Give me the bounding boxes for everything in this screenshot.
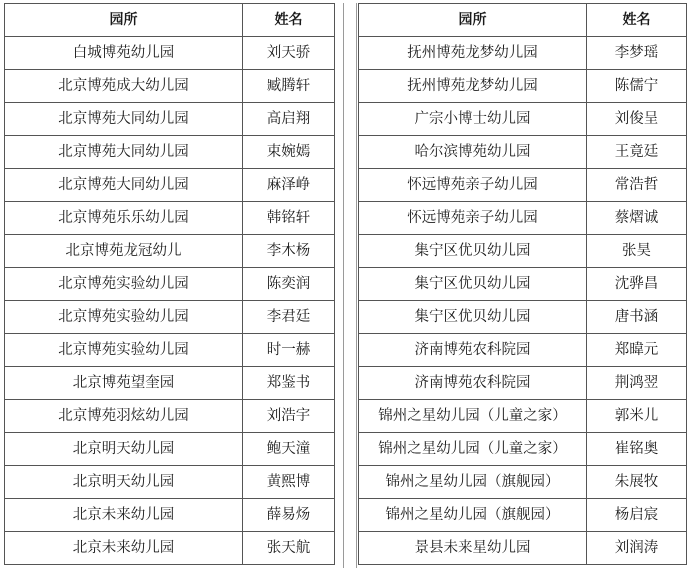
name-cell[interactable]: 李木杨	[243, 235, 335, 268]
name-cell[interactable]: 麻泽峥	[243, 169, 335, 202]
name-cell[interactable]: 郭米儿	[587, 400, 687, 433]
name-cell[interactable]: 蔡熠诚	[587, 202, 687, 235]
school-cell[interactable]: 锦州之星幼儿园（旗舰园）	[359, 499, 587, 532]
table-row	[359, 400, 687, 433]
school-cell[interactable]: 集宁区优贝幼儿园	[359, 268, 587, 301]
name-cell[interactable]: 陈儒宁	[587, 70, 687, 103]
school-cell[interactable]: 北京博苑成大幼儿园	[5, 70, 243, 103]
name-cell[interactable]: 刘俊呈	[587, 103, 687, 136]
name-cell[interactable]: 陈奕润	[243, 268, 335, 301]
school-cell[interactable]: 北京博苑实验幼儿园	[5, 268, 243, 301]
name-cell[interactable]: 杨启宸	[587, 499, 687, 532]
school-cell[interactable]: 哈尔滨博苑幼儿园	[359, 136, 587, 169]
table-row	[5, 70, 335, 103]
school-cell[interactable]: 白城博苑幼儿园	[5, 37, 243, 70]
school-cell[interactable]: 锦州之星幼儿园（旗舰园）	[359, 466, 587, 499]
school-cell[interactable]: 抚州博苑龙梦幼儿园	[359, 70, 587, 103]
name-cell[interactable]: 鲍天潼	[243, 433, 335, 466]
school-cell[interactable]: 景县未来星幼儿园	[359, 532, 587, 565]
table-row	[359, 136, 687, 169]
school-cell[interactable]: 集宁区优贝幼儿园	[359, 235, 587, 268]
table-row	[5, 169, 335, 202]
name-cell[interactable]: 李君廷	[243, 301, 335, 334]
school-cell[interactable]: 北京明天幼儿园	[5, 433, 243, 466]
name-cell[interactable]: 张天航	[243, 532, 335, 565]
school-cell[interactable]: 北京未来幼儿园	[5, 499, 243, 532]
school-cell[interactable]: 济南博苑农科院园	[359, 334, 587, 367]
name-cell[interactable]: 刘润涛	[587, 532, 687, 565]
table-row	[5, 301, 335, 334]
name-cell[interactable]: 高启翔	[243, 103, 335, 136]
school-cell[interactable]: 北京博苑羽炫幼儿园	[5, 400, 243, 433]
name-cell[interactable]: 刘浩宇	[243, 400, 335, 433]
table-row	[5, 367, 335, 400]
table-row	[5, 37, 335, 70]
header-name[interactable]: 姓名	[587, 4, 687, 37]
table-row	[359, 367, 687, 400]
table-row	[359, 532, 687, 565]
school-cell[interactable]: 北京博苑实验幼儿园	[5, 301, 243, 334]
school-cell[interactable]: 北京博苑乐乐幼儿园	[5, 202, 243, 235]
school-cell[interactable]: 怀远博苑亲子幼儿园	[359, 169, 587, 202]
school-cell[interactable]: 北京未来幼儿园	[5, 532, 243, 565]
table-row	[5, 433, 335, 466]
table-row	[5, 466, 335, 499]
name-cell[interactable]: 束婉嫣	[243, 136, 335, 169]
name-cell[interactable]: 沈骅昌	[587, 268, 687, 301]
table-row	[5, 136, 335, 169]
school-cell[interactable]: 广宗小博士幼儿园	[359, 103, 587, 136]
name-cell[interactable]: 薛易炀	[243, 499, 335, 532]
table-row	[359, 499, 687, 532]
gutter-divider-left	[343, 3, 344, 568]
name-cell[interactable]: 张昊	[587, 235, 687, 268]
name-cell[interactable]: 唐书涵	[587, 301, 687, 334]
table-row	[5, 268, 335, 301]
table-row	[5, 235, 335, 268]
school-cell[interactable]: 锦州之星幼儿园（儿童之家）	[359, 400, 587, 433]
name-cell[interactable]: 崔铭奥	[587, 433, 687, 466]
school-cell[interactable]: 北京博苑大同幼儿园	[5, 169, 243, 202]
name-cell[interactable]: 郑暐元	[587, 334, 687, 367]
school-cell[interactable]: 北京博苑大同幼儿园	[5, 103, 243, 136]
school-cell[interactable]: 北京博苑实验幼儿园	[5, 334, 243, 367]
header-school[interactable]: 园所	[5, 4, 243, 37]
right-roster-table	[358, 3, 687, 565]
table-row	[359, 169, 687, 202]
header-row	[5, 4, 335, 37]
table-row	[5, 202, 335, 235]
name-cell[interactable]: 朱展牧	[587, 466, 687, 499]
name-cell[interactable]: 时一赫	[243, 334, 335, 367]
left-roster-body	[5, 37, 335, 565]
right-roster-body	[359, 37, 687, 565]
name-cell[interactable]: 郑鉴书	[243, 367, 335, 400]
school-cell[interactable]: 抚州博苑龙梦幼儿园	[359, 37, 587, 70]
school-cell[interactable]: 北京博苑大同幼儿园	[5, 136, 243, 169]
table-row	[5, 499, 335, 532]
left-roster-table	[4, 3, 335, 565]
school-cell[interactable]: 北京博苑望奎园	[5, 367, 243, 400]
name-cell[interactable]: 李梦瑶	[587, 37, 687, 70]
table-row	[5, 532, 335, 565]
name-cell[interactable]: 王竟廷	[587, 136, 687, 169]
name-cell[interactable]: 黄熙博	[243, 466, 335, 499]
name-cell[interactable]: 韩铭轩	[243, 202, 335, 235]
gutter-divider-right	[356, 3, 357, 568]
name-cell[interactable]: 常浩哲	[587, 169, 687, 202]
header-school[interactable]: 园所	[359, 4, 587, 37]
header-row	[359, 4, 687, 37]
table-row	[359, 466, 687, 499]
table-row	[359, 268, 687, 301]
table-row	[359, 334, 687, 367]
school-cell[interactable]: 北京明天幼儿园	[5, 466, 243, 499]
name-cell[interactable]: 荆鸿翌	[587, 367, 687, 400]
table-row	[359, 70, 687, 103]
table-row	[359, 235, 687, 268]
name-cell[interactable]: 刘天骄	[243, 37, 335, 70]
table-row	[5, 103, 335, 136]
school-cell[interactable]: 锦州之星幼儿园（儿童之家）	[359, 433, 587, 466]
school-cell[interactable]: 怀远博苑亲子幼儿园	[359, 202, 587, 235]
name-cell[interactable]: 臧腾轩	[243, 70, 335, 103]
school-cell[interactable]: 集宁区优贝幼儿园	[359, 301, 587, 334]
table-row	[5, 400, 335, 433]
header-name[interactable]: 姓名	[243, 4, 335, 37]
school-cell[interactable]: 北京博苑龙冠幼儿	[5, 235, 243, 268]
table-row	[359, 202, 687, 235]
table-row	[359, 301, 687, 334]
table-row	[359, 433, 687, 466]
school-cell[interactable]: 济南博苑农科院园	[359, 367, 587, 400]
table-row	[5, 334, 335, 367]
table-row	[359, 103, 687, 136]
table-row	[359, 37, 687, 70]
